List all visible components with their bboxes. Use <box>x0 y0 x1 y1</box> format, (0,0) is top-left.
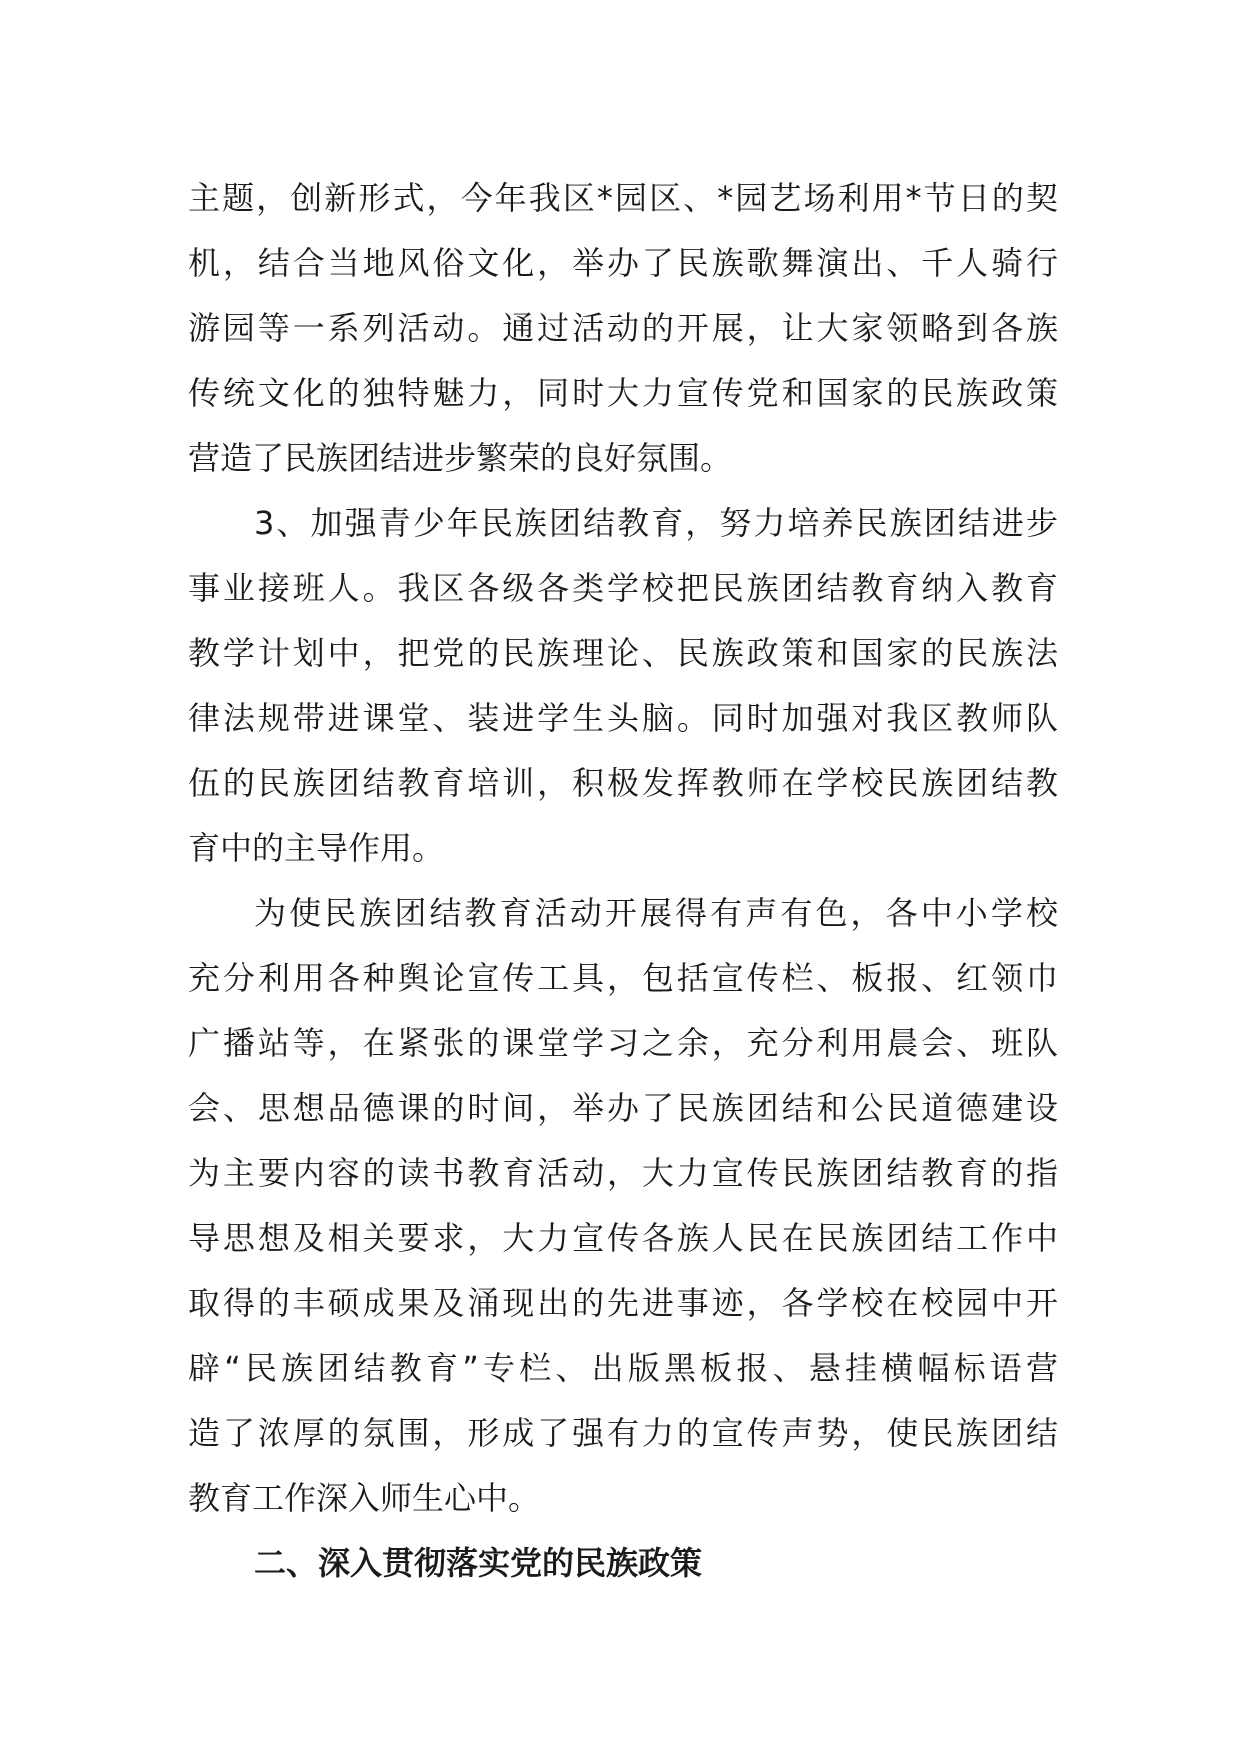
document-body <box>188 166 1058 1596</box>
text-line: 伍的民族团结教育培训，积极发挥教师在学校民族团结教 <box>188 764 1058 802</box>
text-line: 取得的丰硕成果及涌现出的先进事迹，各学校在校园中开 <box>188 1284 1058 1322</box>
paragraph-festival-activities <box>188 166 1058 491</box>
text-line: 传统文化的独特魅力，同时大力宣传党和国家的民族政策 <box>188 374 1058 412</box>
text-line: 机，结合当地风俗文化，举办了民族歌舞演出、千人骑行 <box>188 244 1058 282</box>
text-line: 主题，创新形式，今年我区*园区、*园艺场利用*节日的契 <box>188 179 1058 217</box>
text-line: 会、思想品德课的时间，举办了民族团结和公民道德建设 <box>188 1089 1058 1127</box>
text-line: 营造了民族团结进步繁荣的良好氛围。 <box>188 439 733 477</box>
text-line: 充分利用各种舆论宣传工具，包括宣传栏、板报、红领巾 <box>188 959 1058 997</box>
text-line: 律法规带进课堂、装进学生头脑。同时加强对我区教师队 <box>188 699 1058 737</box>
paragraph-youth-education <box>188 491 1058 881</box>
text-line: 造了浓厚的氛围，形成了强有力的宣传声势，使民族团结 <box>188 1414 1058 1452</box>
section-heading: 二、深入贯彻落实党的民族政策 <box>254 1544 703 1582</box>
text-line: 教学计划中，把党的民族理论、民族政策和国家的民族法 <box>188 634 1058 672</box>
text-line: 广播站等，在紧张的课堂学习之余，充分利用晨会、班队 <box>188 1024 1058 1062</box>
text-line: 育中的主导作用。 <box>188 829 445 867</box>
text-line: 为主要内容的读书教育活动，大力宣传民族团结教育的指 <box>188 1154 1058 1192</box>
text-line: 为使民族团结教育活动开展得有声有色，各中小学校 <box>254 894 1058 932</box>
text-line: 辟“民族团结教育”专栏、出版黑板报、悬挂横幅标语营 <box>188 1349 1058 1387</box>
text-line: 事业接班人。我区各级各类学校把民族团结教育纳入教育 <box>188 569 1058 607</box>
text-line: 3、加强青少年民族团结教育，努力培养民族团结进步 <box>254 504 1058 542</box>
text-line: 教育工作深入师生心中。 <box>188 1479 541 1517</box>
text-line: 导思想及相关要求，大力宣传各族人民在民族团结工作中 <box>188 1219 1058 1257</box>
paragraph-school-publicity <box>188 881 1058 1531</box>
text-line: 游园等一系列活动。通过活动的开展，让大家领略到各族 <box>188 309 1058 347</box>
